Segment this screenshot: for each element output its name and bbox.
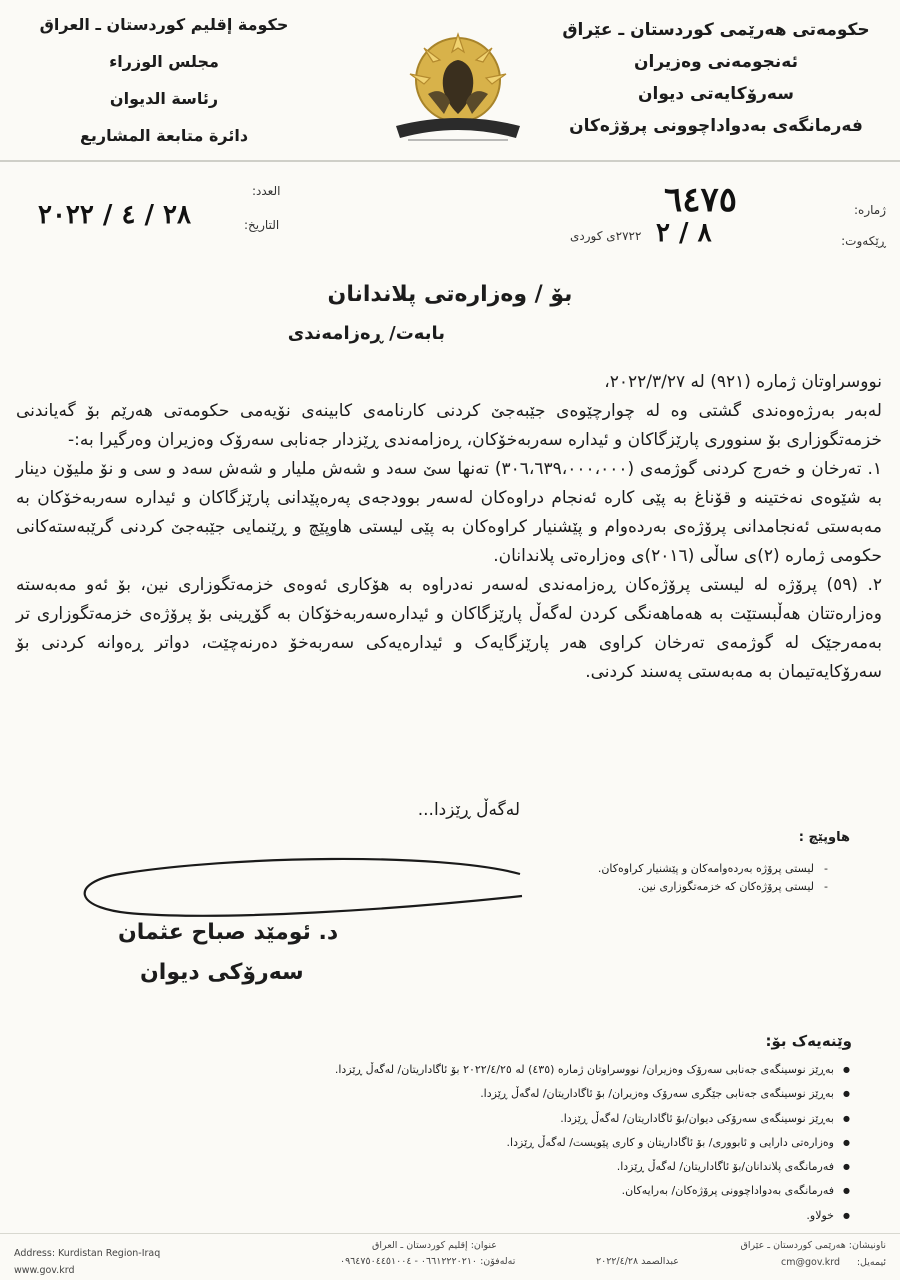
header-divider — [0, 160, 900, 162]
handwritten-kurdish-date: ٨ / ٢ — [656, 218, 712, 248]
cc-item: ● فەرمانگەی پلاندانان/بۆ ئاگاداریتان/ لەگەڵ ڕێزدا. — [290, 1155, 850, 1179]
header-arabic-line-2: مجلس الوزراء — [109, 52, 219, 71]
cc-item: ● فەرمانگەی بەدواداچوونی پرۆژەکان/ بەرایەکان. — [290, 1179, 850, 1203]
cc-item: ● خولاو. — [290, 1204, 850, 1228]
letter-addressee: بۆ / وەزارەتی پلاندانان — [327, 282, 573, 307]
footer-email-label: ئیمەیل: — [856, 1257, 886, 1268]
paragraph-item-2: ٢. (٥٩) پرۆژە لە لیستی پرۆژەکان ڕەزامەندی لەسەر نەدراوە بە هۆکاری ئەوەی خزمەتگوزاری نین، بۆ ئەو مەبەستە وەزارەتتان هەڵبستێت بە هەماهەنگی کردن لەگەڵ پارێزگاکان و ئیدارەسەربەخۆکان بە گۆڕینی بۆ پرۆژەی خزمەتگوزاری تر بەمەرجێک لە گوژمەی تەرخان کراوی هەر پارێزگایەک و ئیدارەیەکی سەربەخۆ دەرنەچێت، دواتر ڕەوانە کردنی بۆ سەرۆکایەتیمان بە مەبەستی پەسند کردنی. — [16, 575, 882, 682]
kurdish-year: ٢٧٢٢ی کوردی — [570, 229, 642, 243]
header-kurdish — [556, 14, 876, 142]
footer-address-en: Address: Kurdistan Region-Iraq — [14, 1248, 161, 1259]
cc-item: ● بەڕێز نوسینگەی جەنابی سەرۆک وەزیران/ نووسراوتان ژمارە (٤٣٥) لە ٢٠٢٢/٤/٢٥ بۆ ئاگاداریتان/ لەگەڵ ڕێزدا. — [290, 1058, 850, 1082]
date-label: ڕێکەوت: — [841, 234, 886, 248]
footer-address-ku: ناونیشان: هەرێمی کوردستان ـ عێراق — [740, 1240, 886, 1251]
cc-title: وێنەیەک بۆ: — [765, 1032, 852, 1050]
paragraph-reference: نووسراوتان ژمارە (٩٢١) لە ٢٠٢٢/٣/٢٧، — [604, 372, 882, 392]
attachment-item-2: لیستی پرۆژەکان کە خزمەتگوزاری نین. — [637, 880, 814, 893]
footer-phone: تەلەفۆن: ٠٦٦١٢٢٢٠٢١٠ - ٠٩٦٤٧٥٠٤٤٥١٠٠٤ — [340, 1256, 516, 1267]
paragraph-intro: لەبەر بەرژەوەندی گشتی وە لە چوارچێوەی جێبەجێ کردنی کارنامەی کابینەی نۆیەمی حکومەتی هەرێم بۆ گەیاندنی خزمەتگوزاری بۆ سنووری پارێزگاکان و ئیدارە سەربەخۆکان، ڕەزامەندی ڕێزدار جەنابی سەرۆک وەزیران وەرگیرا بە:- — [16, 401, 882, 450]
header-arabic-line-1: حكومة إقليم كوردستان ـ العراق — [39, 15, 289, 34]
handwritten-number: ٦٤٧٥ — [664, 180, 738, 220]
footer-divider — [0, 1233, 900, 1234]
attachments-title: هاوپێچ : — [798, 830, 850, 845]
letter-body — [16, 368, 882, 687]
header-kurdish-line-4: فەرمانگەی بەدواداچوونی پرۆژەکان — [569, 116, 863, 136]
attachment-item-1: لیستی پرۆژە بەردەوامەکان و پێشنیار کراوەکان. — [597, 862, 814, 875]
letter-subject: بابەت/ ڕەزامەندی — [287, 323, 445, 344]
number-label: ژمارە: — [853, 203, 886, 217]
left-date-label: التاريخ: — [244, 218, 280, 232]
attachment-dash-1: - — [824, 862, 828, 875]
cc-item: ● بەڕێز نوسینگەی سەرۆکی دیوان/بۆ ئاگاداریتان/ لەگەڵ ڕێزدا. — [290, 1107, 850, 1131]
header-kurdish-line-1: حکومەتی هەرێمی کوردستان ـ عێراق — [562, 20, 870, 40]
header-kurdish-line-2: ئەنجومەنی وەزیران — [633, 52, 798, 72]
footer-email[interactable]: cm@gov.krd — [781, 1257, 840, 1268]
left-number-label: العدد: — [252, 184, 281, 198]
attachment-dash-2: - — [824, 880, 828, 893]
footer-address-ar: عنوان: إقليم كوردستان ـ العراق — [372, 1240, 497, 1251]
footer-web: www.gov.krd — [14, 1265, 75, 1276]
footer-form-code: عبدالصمد ٢٠٢٢/٤/٢٨ — [596, 1256, 679, 1267]
header-kurdish-line-3: سەرۆکایەتی دیوان — [638, 84, 794, 104]
kurdistan-emblem-icon — [388, 22, 528, 152]
closing: لەگەڵ ڕێزدا... — [417, 800, 520, 820]
header-arabic — [24, 6, 304, 154]
paragraph-item-1: ١. تەرخان و خەرج کردنی گوژمەی (٣٠٦،٦٣٩،٠٠٠،٠٠٠) تەنها سێ سەد و شەش ملیار و شەش سەد و سی و نۆ ملیۆن دینار بە شێوەی نەختینە و قۆناغ بە پێی کارە ئەنجام دراوەکان لەسەر بوودجەی پەرەپێدانی پارێزگاکان و ئیدارە سەربەخۆکان بە مەبەستی ئەنجامدانی پرۆژەی بەردەوام و پێشنیار کراوەکان بە پێی لیستی هاوپێچ و ڕێنمایی جێبەجێ کردنی گرێبەستەکانی حکومی ژمارە (٢)ی ساڵی (٢٠١٦)ی وەزارەتی پلاندانان. — [16, 459, 882, 566]
cc-list — [290, 1058, 850, 1228]
handwritten-left-date: ٢٨ / ٤ / ٢٠٢٢ — [38, 200, 191, 230]
cc-item: ● بەڕێز نوسینگەی جەنابی جێگری سەرۆک وەزیران/ بۆ ئاگاداریتان/ لەگەڵ ڕێزدا. — [290, 1082, 850, 1106]
signatory-title: سەرۆکی دیوان — [140, 960, 304, 985]
signatory-name: د. ئومێد صباح عثمان — [118, 920, 339, 945]
header-arabic-line-3: رئاسة الديوان — [109, 89, 219, 108]
header-arabic-line-4: دائرة متابعة المشاريع — [79, 126, 249, 145]
cc-item: ● وەزارەتی دارایی و ئابووری/ بۆ ئاگاداریتان و کاری پێویست/ لەگەڵ ڕێزدا. — [290, 1131, 850, 1155]
